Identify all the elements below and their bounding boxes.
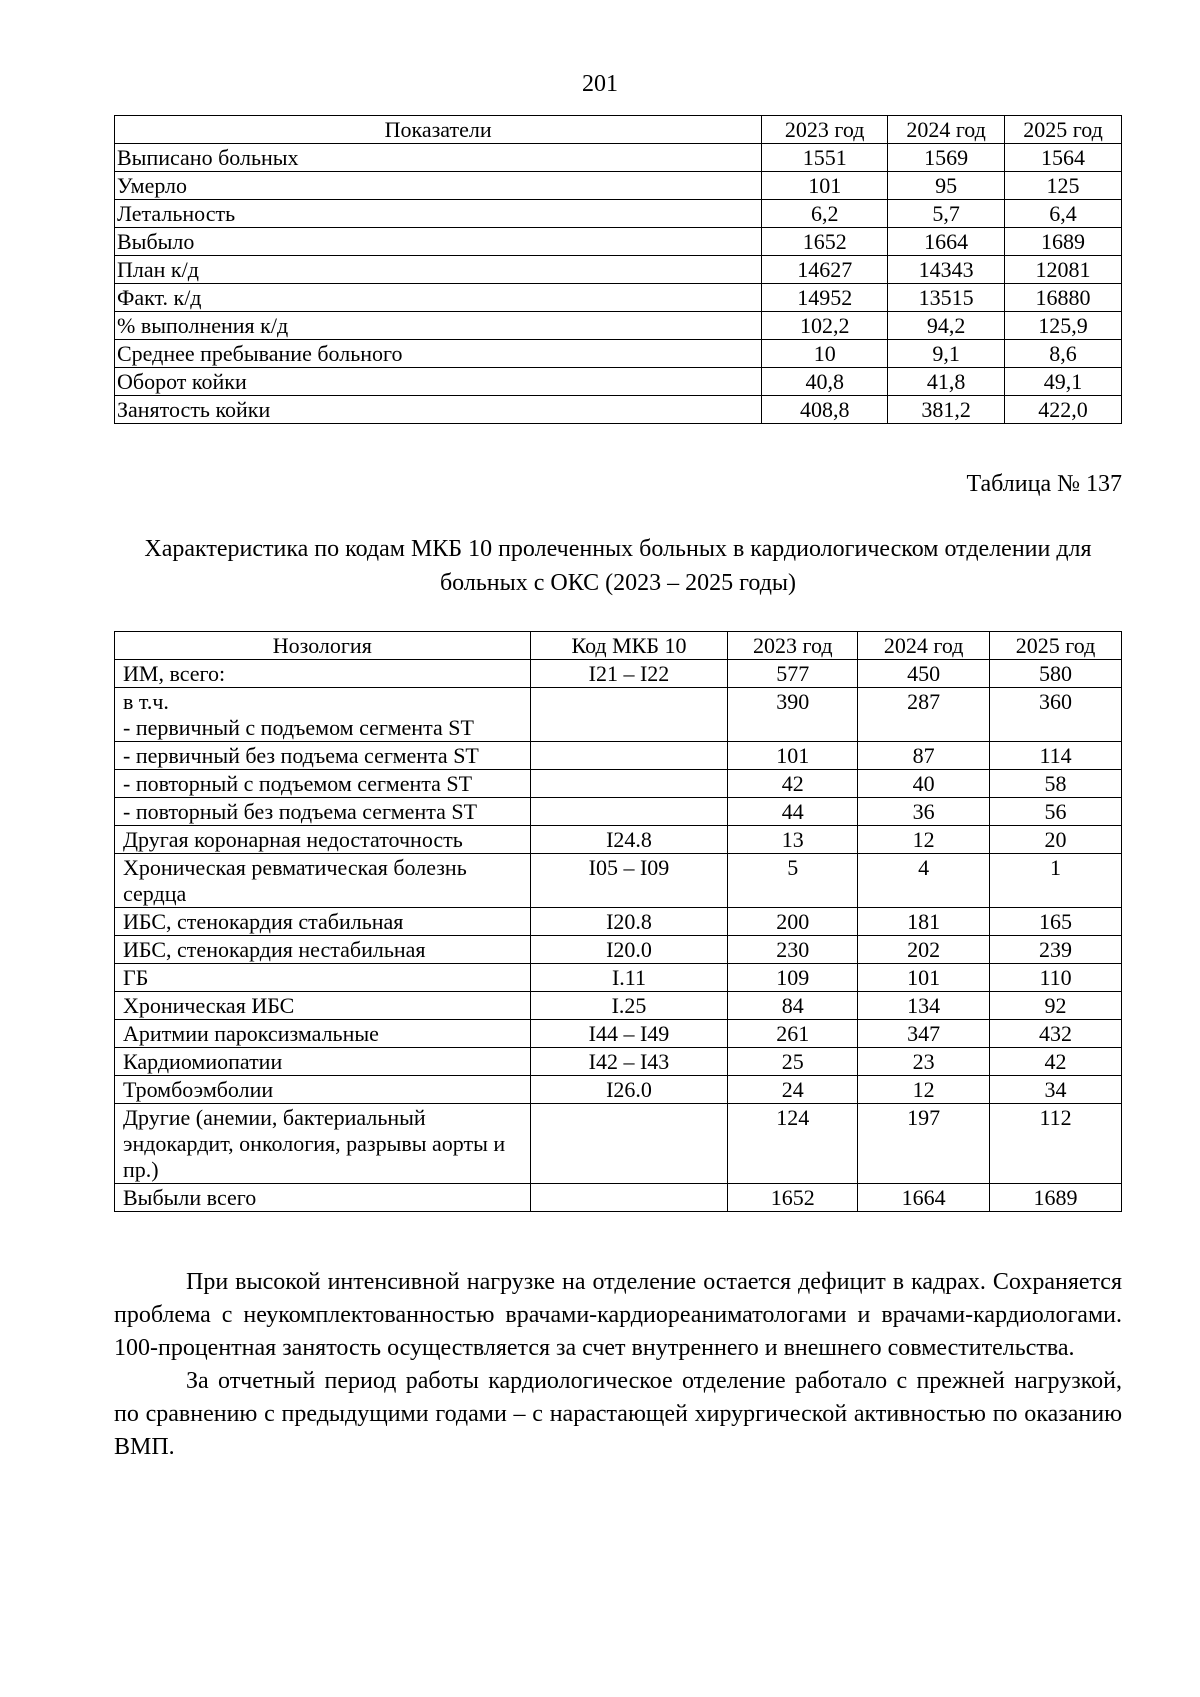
table-row xyxy=(115,798,1122,826)
row-label: Оборот койки xyxy=(115,368,762,396)
table-cell: 40,8 xyxy=(762,368,888,396)
table-cell: 450 xyxy=(858,660,990,688)
table-cell: 6,4 xyxy=(1005,200,1122,228)
table-cell: 110 xyxy=(990,964,1122,992)
table-cell: 1652 xyxy=(728,1184,858,1212)
table-cell: 101 xyxy=(858,964,990,992)
table-row xyxy=(115,256,1122,284)
paragraph: За отчетный период работы кардиологическое отделение работало с прежней нагрузкой, по сравнению с предыдущими годами – с нарастающей хирургической активностью по оказанию ВМП. xyxy=(114,1368,1122,1460)
row-label: - повторный с подъемом сегмента ST xyxy=(115,770,531,798)
table-row xyxy=(115,1076,1122,1104)
table-cell: 6,2 xyxy=(762,200,888,228)
table-row xyxy=(115,368,1122,396)
row-label: Выбыло xyxy=(115,228,762,256)
table-cell: 390 xyxy=(728,688,858,742)
table-cell xyxy=(530,770,728,798)
table-cell: 87 xyxy=(858,742,990,770)
table-row xyxy=(115,688,1122,742)
table-title: Характеристика по кодам МКБ 10 пролеченных больных в кардиологическом отделении для больных с ОКС (2023 – 2025 годы) xyxy=(144,536,1092,596)
table-cell: 165 xyxy=(990,908,1122,936)
table-cell: 94,2 xyxy=(888,312,1005,340)
table-cell: 101 xyxy=(762,172,888,200)
table-cell: 408,8 xyxy=(762,396,888,424)
table-cell: 36 xyxy=(858,798,990,826)
table-cell: 101 xyxy=(728,742,858,770)
table-cell: 12 xyxy=(858,1076,990,1104)
table-cell: 381,2 xyxy=(888,396,1005,424)
row-label: Умерло xyxy=(115,172,762,200)
row-label: - повторный без подъема сегмента ST xyxy=(115,798,531,826)
table-cell xyxy=(530,1184,728,1212)
column-header: Показатели xyxy=(115,116,762,144)
table-cell xyxy=(530,798,728,826)
row-label: Среднее пребывание больного xyxy=(115,340,762,368)
table-row xyxy=(115,936,1122,964)
table-cell: 1551 xyxy=(762,144,888,172)
table-cell: I20.8 xyxy=(530,908,728,936)
column-header: 2023 год xyxy=(762,116,888,144)
table-row xyxy=(115,908,1122,936)
table-cell: 8,6 xyxy=(1005,340,1122,368)
table-cell: 125,9 xyxy=(1005,312,1122,340)
table-cell: 49,1 xyxy=(1005,368,1122,396)
table-cell: 422,0 xyxy=(1005,396,1122,424)
table-cell: I05 – I09 xyxy=(530,854,728,908)
table-cell: 347 xyxy=(858,1020,990,1048)
column-header: 2025 год xyxy=(990,632,1122,660)
row-label: Хроническая ревматическая болезнь сердца xyxy=(115,854,531,908)
table-cell: 5 xyxy=(728,854,858,908)
table-cell: 1564 xyxy=(1005,144,1122,172)
table-cell xyxy=(530,688,728,742)
table-row xyxy=(115,312,1122,340)
row-label: ИБС, стенокардия нестабильная xyxy=(115,936,531,964)
table-cell: 42 xyxy=(728,770,858,798)
column-header: 2024 год xyxy=(858,632,990,660)
table-cell: 12 xyxy=(858,826,990,854)
table-row xyxy=(115,172,1122,200)
table-cell: 200 xyxy=(728,908,858,936)
table-cell: 42 xyxy=(990,1048,1122,1076)
table-cell: 34 xyxy=(990,1076,1122,1104)
table-cell xyxy=(530,742,728,770)
paragraph: При высокой интенсивной нагрузке на отделение остается дефицит в кадрах. Сохраняется проблема с неукомплектованностью врачами-кардиореаниматологами и врачами-кардиологами. 100-процентная занятость осуществляется за счет внутреннего и внешнего совместительства. xyxy=(114,1269,1122,1361)
table-row xyxy=(115,1020,1122,1048)
row-label: ИМ, всего: xyxy=(115,660,531,688)
table-cell: 10 xyxy=(762,340,888,368)
table-cell: 40 xyxy=(858,770,990,798)
table-cell: 1689 xyxy=(1005,228,1122,256)
row-label: - первичный без подъема сегмента ST xyxy=(115,742,531,770)
table-row xyxy=(115,200,1122,228)
table-cell: 92 xyxy=(990,992,1122,1020)
table-cell: 124 xyxy=(728,1104,858,1184)
table-cell: I44 – I49 xyxy=(530,1020,728,1048)
table-row xyxy=(115,1104,1122,1184)
table-cell: 23 xyxy=(858,1048,990,1076)
table-cell xyxy=(530,1104,728,1184)
table-cell: 16880 xyxy=(1005,284,1122,312)
table-cell: 1 xyxy=(990,854,1122,908)
table-cell: 20 xyxy=(990,826,1122,854)
table-cell: 125 xyxy=(1005,172,1122,200)
table-cell: 287 xyxy=(858,688,990,742)
table-row xyxy=(115,340,1122,368)
page-number: 201 xyxy=(582,71,618,97)
column-header: Нозология xyxy=(115,632,531,660)
table-cell: 25 xyxy=(728,1048,858,1076)
table-cell: 432 xyxy=(990,1020,1122,1048)
table-cell: 56 xyxy=(990,798,1122,826)
row-label: Занятость койки xyxy=(115,396,762,424)
table-row xyxy=(115,964,1122,992)
column-header: Код МКБ 10 xyxy=(530,632,728,660)
table-number: Таблица № 137 xyxy=(966,471,1122,497)
table-row xyxy=(115,992,1122,1020)
table-cell: 114 xyxy=(990,742,1122,770)
icd10-nosology-table xyxy=(114,631,1122,1212)
table-row xyxy=(115,144,1122,172)
table-cell: 102,2 xyxy=(762,312,888,340)
table-cell: 58 xyxy=(990,770,1122,798)
row-label: % выполнения к/д xyxy=(115,312,762,340)
table-cell: 4 xyxy=(858,854,990,908)
table-cell: 14627 xyxy=(762,256,888,284)
table-cell: 239 xyxy=(990,936,1122,964)
hospital-indicators-table xyxy=(114,115,1122,424)
table-cell: 41,8 xyxy=(888,368,1005,396)
column-header: 2023 год xyxy=(728,632,858,660)
row-label: Аритмии пароксизмальные xyxy=(115,1020,531,1048)
table-cell: 44 xyxy=(728,798,858,826)
table-row xyxy=(115,826,1122,854)
column-header: 2025 год xyxy=(1005,116,1122,144)
table-cell: 12081 xyxy=(1005,256,1122,284)
table-cell: 134 xyxy=(858,992,990,1020)
table-cell: I.11 xyxy=(530,964,728,992)
table-cell: 14952 xyxy=(762,284,888,312)
column-header: 2024 год xyxy=(888,116,1005,144)
table-row xyxy=(115,854,1122,908)
table-cell: 9,1 xyxy=(888,340,1005,368)
row-label: ГБ xyxy=(115,964,531,992)
row-label: Летальность xyxy=(115,200,762,228)
row-label: Хроническая ИБС xyxy=(115,992,531,1020)
table-row xyxy=(115,1048,1122,1076)
table-cell: 1664 xyxy=(858,1184,990,1212)
row-label: Другая коронарная недостаточность xyxy=(115,826,531,854)
row-label: ИБС, стенокардия стабильная xyxy=(115,908,531,936)
table-cell: 14343 xyxy=(888,256,1005,284)
table-row xyxy=(115,660,1122,688)
table-cell: 95 xyxy=(888,172,1005,200)
table-cell: 13515 xyxy=(888,284,1005,312)
table-cell: 24 xyxy=(728,1076,858,1104)
row-label: Другие (анемии, бактериальный эндокардит, онкология, разрывы аорты и пр.) xyxy=(115,1104,531,1184)
row-label: Выбыли всего xyxy=(115,1184,531,1212)
table-cell: 360 xyxy=(990,688,1122,742)
table-cell: 577 xyxy=(728,660,858,688)
table-cell: 1569 xyxy=(888,144,1005,172)
row-label: Факт. к/д xyxy=(115,284,762,312)
table-header-row xyxy=(115,116,1122,144)
row-label: Тромбоэмболии xyxy=(115,1076,531,1104)
row-label: в т.ч. - первичный с подъемом сегмента ST xyxy=(115,688,531,742)
row-label: Кардиомиопатии xyxy=(115,1048,531,1076)
table-cell: I21 – I22 xyxy=(530,660,728,688)
table-row xyxy=(115,770,1122,798)
table-cell: 1664 xyxy=(888,228,1005,256)
table-header-row xyxy=(115,632,1122,660)
table-cell: I24.8 xyxy=(530,826,728,854)
table-cell: 580 xyxy=(990,660,1122,688)
table-cell: 181 xyxy=(858,908,990,936)
table-cell: I26.0 xyxy=(530,1076,728,1104)
table-cell: 197 xyxy=(858,1104,990,1184)
table-row xyxy=(115,742,1122,770)
body-text xyxy=(114,1266,1122,1464)
table-row xyxy=(115,284,1122,312)
table-row xyxy=(115,228,1122,256)
row-label: Выписано больных xyxy=(115,144,762,172)
table-cell: 261 xyxy=(728,1020,858,1048)
table-cell: 230 xyxy=(728,936,858,964)
table-cell: I.25 xyxy=(530,992,728,1020)
table-row xyxy=(115,396,1122,424)
table-cell: I42 – I43 xyxy=(530,1048,728,1076)
row-label: План к/д xyxy=(115,256,762,284)
table-cell: I20.0 xyxy=(530,936,728,964)
table-cell: 84 xyxy=(728,992,858,1020)
table-cell: 5,7 xyxy=(888,200,1005,228)
table-cell: 202 xyxy=(858,936,990,964)
table-row xyxy=(115,1184,1122,1212)
table-cell: 112 xyxy=(990,1104,1122,1184)
table-cell: 13 xyxy=(728,826,858,854)
table-cell: 1689 xyxy=(990,1184,1122,1212)
table-cell: 1652 xyxy=(762,228,888,256)
table-cell: 109 xyxy=(728,964,858,992)
